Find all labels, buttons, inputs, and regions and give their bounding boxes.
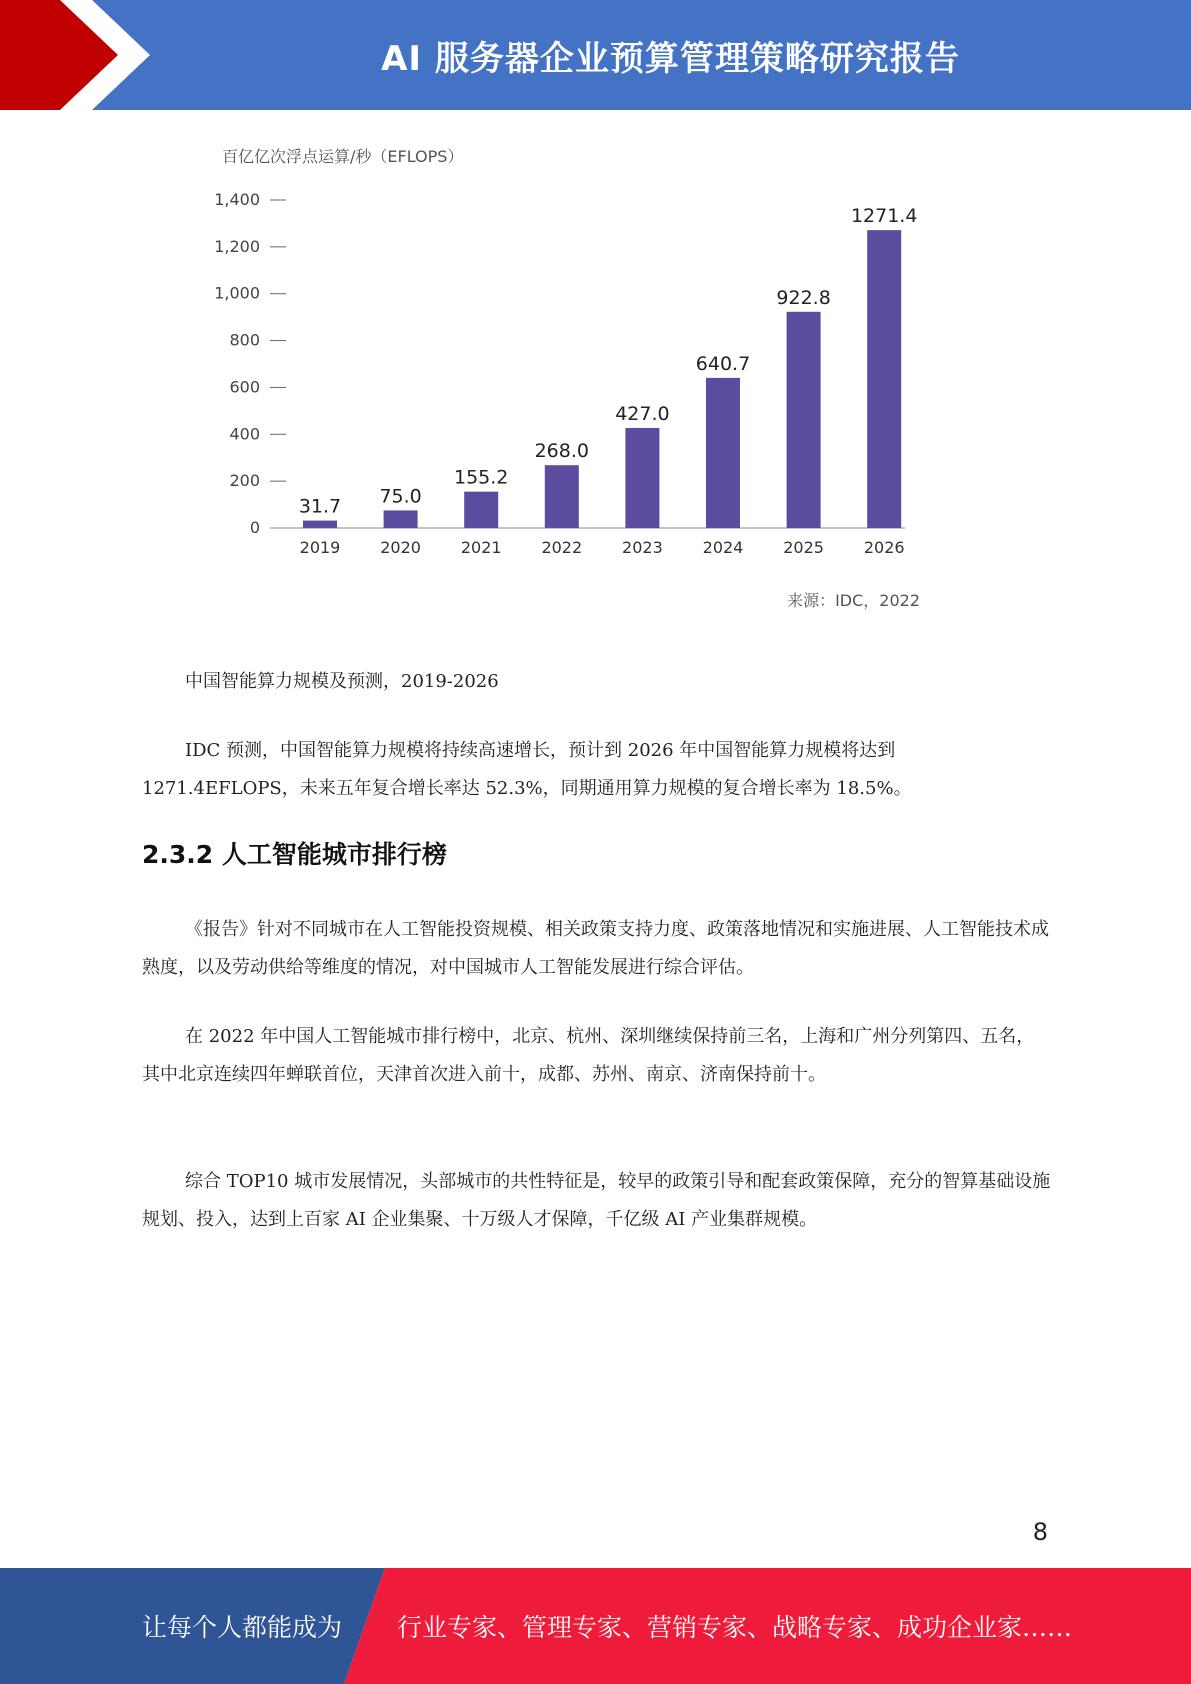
x-tick-label: 2024 bbox=[702, 538, 744, 557]
paragraph-top10: 综合 TOP10 城市发展情况，头部城市的共性特征是，较早的政策引导和配套政策保障，充分的智算基础设施规划、投入，达到上百家 AI 企业集聚、十万级人才保障，千亿级 AI 产业集群规模。 bbox=[142, 1171, 1051, 1230]
footer-slogan-right: 行业专家、管理专家、营销专家、战略专家、成功企业家…… bbox=[397, 1613, 1073, 1642]
bar-2026 bbox=[867, 230, 901, 528]
x-tick-label: 2023 bbox=[622, 538, 663, 557]
bar-series bbox=[299, 205, 918, 528]
x-axis bbox=[300, 538, 905, 557]
x-tick-label: 2019 bbox=[299, 538, 341, 557]
bar-value-label: 75.0 bbox=[379, 485, 422, 508]
y-tick-label: 600 bbox=[229, 377, 260, 397]
x-tick-label: 2020 bbox=[380, 538, 421, 557]
bar-value-label: 31.7 bbox=[298, 495, 342, 518]
bar-value-label: 427.0 bbox=[615, 402, 670, 425]
section-heading: 2.3.2 人工智能城市排行榜 bbox=[142, 840, 447, 869]
footer-slogan-left: 让每个人都能成为 bbox=[142, 1613, 343, 1642]
page-header bbox=[0, 0, 1191, 110]
x-tick-label: 2025 bbox=[783, 538, 824, 557]
y-tick-label: 800 bbox=[229, 330, 260, 350]
bar-2022 bbox=[545, 465, 579, 528]
bar-value-label: 1271.4 bbox=[850, 205, 918, 228]
x-tick-label: 2021 bbox=[460, 538, 502, 557]
bar-value-label: 268.0 bbox=[534, 440, 590, 463]
y-tick-label: 1,000 bbox=[214, 283, 260, 303]
page-footer bbox=[0, 1568, 1191, 1684]
y-tick-label: 400 bbox=[229, 424, 260, 444]
y-axis-label: 百亿亿次浮点运算/秒（EFLOPS） bbox=[222, 147, 464, 166]
bar-2023 bbox=[625, 428, 659, 528]
report-title: AI 服务器企业预算管理策略研究报告 bbox=[381, 38, 960, 79]
chart-caption: 中国智能算力规模及预测，2019-2026 bbox=[185, 671, 499, 692]
bar-2024 bbox=[706, 378, 740, 528]
chart-source: 来源：IDC，2022 bbox=[787, 591, 920, 610]
bar-chart bbox=[200, 135, 940, 615]
y-tick-label: 1,200 bbox=[214, 236, 260, 256]
bar-2019 bbox=[303, 521, 337, 528]
bar-value-label: 155.2 bbox=[453, 466, 509, 489]
bar-value-label: 922.8 bbox=[776, 286, 831, 309]
bar-2020 bbox=[384, 510, 418, 528]
bar-2025 bbox=[787, 312, 821, 528]
x-tick-label: 2022 bbox=[541, 538, 583, 557]
y-tick-label: 1,400 bbox=[214, 190, 260, 209]
bar-2021 bbox=[464, 492, 498, 528]
chart-svg bbox=[200, 135, 940, 615]
paragraph-report-summary: 《报告》针对不同城市在人工智能投资规模、相关政策支持力度、政策落地情况和实施进展、人工智能技术成熟度，以及劳动供给等维度的情况，对中国城市人工智能发展进行综合评估。 bbox=[142, 919, 1049, 978]
paragraph-city-ranking: 在 2022 年中国人工智能城市排行榜中，北京、杭州、深圳继续保持前三名，上海和广州分列第四、五名，其中北京连续四年蝉联首位，天津首次进入前十，成都、苏州、南京、济南保持前十。 bbox=[142, 1026, 1035, 1085]
paragraph-idc-forecast: IDC 预测，中国智能算力规模将持续高速增长，预计到 2026 年中国智能算力规模将达到 1271.4EFLOPS，未来五年复合增长率达 52.3%，同期通用算力规模的复合增长率为 18.5%。 bbox=[142, 740, 912, 799]
bar-value-label: 640.7 bbox=[695, 352, 751, 375]
y-tick-label: 0 bbox=[249, 518, 260, 537]
y-tick-label: 200 bbox=[229, 471, 260, 491]
x-tick-label: 2026 bbox=[863, 538, 905, 557]
page-number: 8 bbox=[1032, 1518, 1048, 1546]
